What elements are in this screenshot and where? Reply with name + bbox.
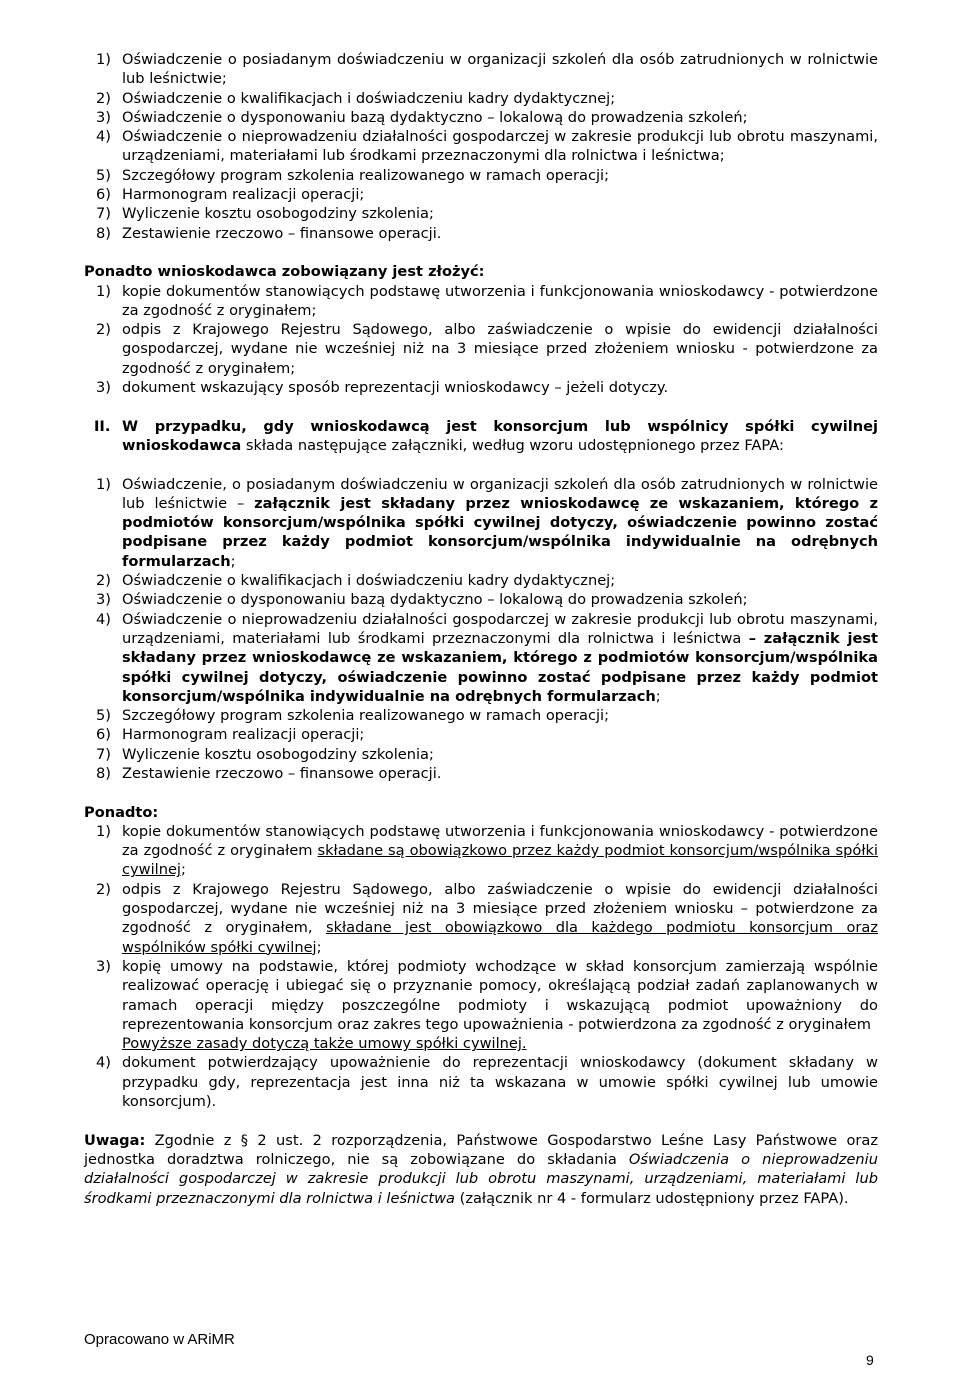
list-item-number: 2) <box>96 89 111 107</box>
list-item <box>84 50 878 89</box>
list-item <box>84 127 878 166</box>
list-item-text: Oświadczenie, o posiadanym doświadczeniu w organizacji szkoleń dla osób zatrudnionych w rolnictwie lub leśnictwie – <box>122 475 878 512</box>
list-item-number: 1) <box>96 822 111 840</box>
list-item-end: ; <box>181 861 186 879</box>
list-item-underlined: składane jest obowiązkowo dla każdego podmiotu konsorcjum oraz wspólników spółki cywilnej <box>122 919 878 956</box>
list-item-end: ; <box>655 687 661 705</box>
note-text-end: (załącznik nr 4 - formularz udostępniony przez FAPA). <box>454 1189 849 1207</box>
list-item <box>84 725 878 744</box>
list-item <box>84 320 878 378</box>
list-item-number: 7) <box>96 205 111 223</box>
list-item <box>84 1053 878 1111</box>
list-item-text: Szczegółowy program szkolenia realizowanego w ramach operacji; <box>122 707 610 725</box>
list-item-number: 3) <box>96 957 111 975</box>
list-item-text: odpis z Krajowego Rejestru Sądowego, albo zaświadczenie o wpisie do ewidencji działalności gospodarczej, wydane nie wcześniej niż na 3 miesiące przed złożeniem wniosku - potwierdzone za zgodność z oryginałem; <box>122 321 878 377</box>
list-item <box>84 224 878 243</box>
section-number: II. <box>94 417 111 435</box>
list-item-number: 2) <box>96 880 111 898</box>
note-italic: Oświadczenia o nieprowadzeniu działalności gospodarczej w zakresie produkcji lub obrotu maszynami, urządzeniami, materiałami lub środkami przeznaczonymi dla rolnictwa i leśnictwa <box>84 1150 878 1207</box>
list-item-number: 5) <box>96 707 111 725</box>
list-item-underlined: Powyższe zasady dotyczą także umowy spółki cywilnej. <box>122 1035 527 1053</box>
list-item <box>84 282 878 321</box>
footer-credit: Opracowano w ARiMR <box>84 1331 235 1348</box>
list-item-text: Harmonogram realizacji operacji; <box>122 186 365 204</box>
list-item <box>84 822 878 880</box>
list-item <box>84 108 878 127</box>
list-item-bold: – załącznik jest składany przez wnioskodawcę ze wskazaniem, którego z podmiotów konsorcjum/wspólnika spółki cywilnej dotyczy, oświadczenie powinno zostać podpisane przez każdy podmiot konsorcjum/wspólnika indywidualnie na odrębnych formularzach <box>122 629 879 705</box>
list-item <box>84 89 878 108</box>
list-item-number: 4) <box>96 128 111 146</box>
list-item-number: 1) <box>96 51 111 68</box>
list-item-text: kopie dokumentów stanowiących podstawę utworzenia i funkcjonowania wnioskodawcy - potwierdzone za zgodność z oryginałem; <box>122 282 878 319</box>
section-heading: Ponadto wnioskodawca zobowiązany jest złożyć: <box>84 263 485 281</box>
list-item-number: 2) <box>96 572 111 590</box>
list-item <box>84 571 878 590</box>
list-item-text: kopię umowy na podstawie, której podmioty wchodzące w skład konsorcjum zamierzają wspólnie realizować operację i ubiegać się o przyznanie pomocy, określającą podział zadań zaplanowanych w ramach operacji między poszczególne podmioty i wskazującą podmiot upoważniony do reprezentowania konsorcjum oraz zakres tego upoważnienia - potwierdzona za zgodność z oryginałem <box>122 957 878 1033</box>
list-item-number: 1) <box>96 475 111 493</box>
page-number: 9 <box>866 1352 874 1368</box>
list-item-text: Wyliczenie kosztu osobogodziny szkolenia; <box>122 745 434 763</box>
list-item-text: Szczegółowy program szkolenia realizowanego w ramach operacji; <box>122 166 610 184</box>
list-item-text: Oświadczenie o nieprowadzeniu działalności gospodarczej w zakresie produkcji lub obrotu maszynami, urządzeniami, materiałami lub środkami przeznaczonymi dla rolnictwa i leśnictwa <box>122 610 878 647</box>
list-item <box>84 957 878 1053</box>
list-item <box>84 706 878 725</box>
list-item <box>84 745 878 764</box>
attachments-list <box>84 50 878 243</box>
list-item-text: Oświadczenie o nieprowadzeniu działalności gospodarczej w zakresie produkcji lub obrotu maszynami, urządzeniami, materiałami lub środkami przeznaczonymi dla rolnictwa i leśnictwa; <box>122 128 878 165</box>
list-item-number: 3) <box>96 379 111 397</box>
list-item <box>84 204 878 223</box>
list-item-number: 8) <box>96 224 111 242</box>
list-item <box>84 475 878 571</box>
ponadto-list <box>84 822 878 1111</box>
list-item-text: kopie dokumentów stanowiących podstawę utworzenia i funkcjonowania wnioskodawcy - potwierdzone za zgodność z oryginałem <box>122 822 878 860</box>
list-item-text: Harmonogram realizacji operacji; <box>122 726 365 744</box>
list-item-end: ; <box>230 552 236 570</box>
list-item-text: odpis z Krajowego Rejestru Sądowego, albo zaświadczenie o wpisie do ewidencji działalności gospodarczej, wydane nie wcześniej niż na 3 miesiące przed złożeniem wniosku – potwierdzone za zgodność z oryginałem, <box>122 880 878 937</box>
list-item-number: 8) <box>96 764 111 782</box>
list-item <box>84 185 878 204</box>
list-item-bold: załącznik jest składany przez wnioskodawcę ze wskazaniem, którego z podmiotów konsorcjum/wspólnika spółki cywilnej dotyczy, oświadczenie powinno zostać podpisane przez każdy podmiot konsorcjum/wspólnika indywidualnie na odrębnych formularzach <box>122 494 878 570</box>
list-item-text: Oświadczenie o kwalifikacjach i doświadczeniu kadry dydaktycznej; <box>122 89 616 107</box>
section-ii-heading-rest: składa następujące załączniki, według wzoru udostępnionego przez FAPA: <box>241 436 784 454</box>
list-item-number: 2) <box>96 321 111 339</box>
list-item-number: 7) <box>96 745 111 763</box>
list-item-number: 1) <box>96 282 111 300</box>
list-item-number: 6) <box>96 726 111 744</box>
list-item-end: ; <box>316 938 322 956</box>
note-paragraph <box>84 1131 878 1208</box>
additional-documents-list <box>84 282 878 398</box>
list-item <box>84 590 878 609</box>
list-item-number: 3) <box>96 108 111 126</box>
list-item-text: Oświadczenie o dysponowaniu bazą dydaktyczno – lokalową do prowadzenia szkoleń; <box>122 108 748 126</box>
list-item <box>84 378 878 397</box>
list-item-number: 3) <box>96 591 111 609</box>
list-item-text: Oświadczenie o posiadanym doświadczeniu w organizacji szkoleń dla osób zatrudnionych w rolnictwie lub leśnictwie; <box>122 51 878 88</box>
consortium-attachments-list <box>84 475 878 784</box>
list-item-number: 4) <box>96 1054 111 1072</box>
note-label: Uwaga: <box>84 1131 146 1149</box>
document-body <box>84 50 878 1208</box>
list-item-number: 5) <box>96 166 111 184</box>
list-item-text: Oświadczenie o kwalifikacjach i doświadczeniu kadry dydaktycznej; <box>122 572 616 590</box>
list-item <box>84 166 878 185</box>
list-item-text: Zestawienie rzeczowo – finansowe operacji. <box>122 764 442 782</box>
list-item-underlined: składane są obowiązkowo przez każdy podmiot konsorcjum/wspólnika spółki cywilnej <box>122 842 878 879</box>
list-item-number: 4) <box>96 610 111 628</box>
list-item <box>84 610 878 706</box>
list-item-text: Oświadczenie o dysponowaniu bazą dydaktyczno – lokalową do prowadzenia szkoleń; <box>122 591 748 609</box>
list-item-number: 6) <box>96 186 111 204</box>
note-text: Zgodnie z § 2 ust. 2 rozporządzenia, Państwowe Gospodarstwo Leśne Lasy Państwowe oraz jednostka doradztwa rolniczego, nie są zobowiązane do składania <box>84 1131 878 1168</box>
list-item-text: Zestawienie rzeczowo – finansowe operacji. <box>122 224 442 242</box>
section-ii-heading <box>84 417 878 456</box>
ponadto-heading: Ponadto: <box>84 803 159 821</box>
list-item <box>84 764 878 783</box>
list-item-text: dokument wskazujący sposób reprezentacji wnioskodawcy – jeżeli dotyczy. <box>122 379 669 397</box>
list-item <box>84 880 878 957</box>
list-item-text: dokument potwierdzający upoważnienie do reprezentacji wnioskodawcy (dokument składany w przypadku gdy, reprezentacja jest inna niż ta wskazana w umowie spółki cywilnej lub umowie konsorcjum). <box>122 1054 878 1111</box>
list-item-text: Wyliczenie kosztu osobogodziny szkolenia; <box>122 205 434 223</box>
section-ii-heading-bold: W przypadku, gdy wnioskodawcą jest konsorcjum lub wspólnicy spółki cywilnej wnioskodawca <box>122 417 878 454</box>
